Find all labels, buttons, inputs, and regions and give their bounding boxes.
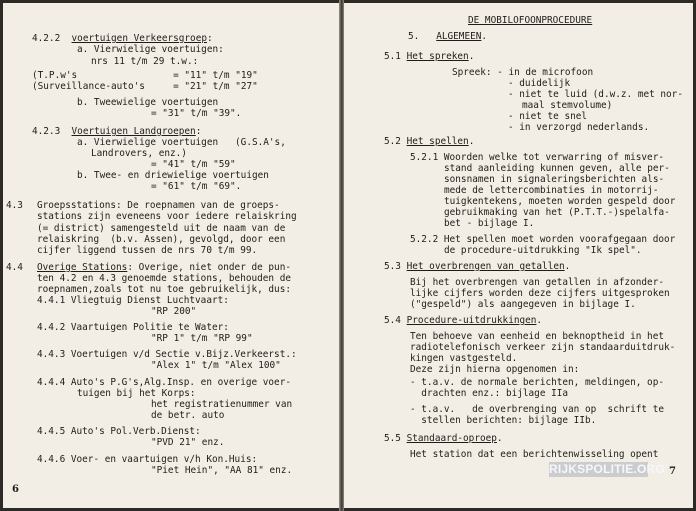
text-line: sonsnamen in signaleringsberichten als- — [444, 174, 665, 185]
text-line: maal stemvolume) — [522, 100, 613, 111]
text-line: tuigkentekens, moeten worden gespeld door — [444, 196, 676, 207]
page-number-right: 7 — [669, 466, 676, 477]
left-page — [3, 3, 339, 508]
text-line: = "41" t/m "59" — [151, 159, 236, 170]
text-line: 4.4.4 Auto's P.G's,Alg.Insp. en overige voer- — [37, 377, 291, 388]
section-4-4-number: 4.4 — [6, 262, 23, 273]
text-line: stand aanleiding kunnen geven, alle per- — [444, 163, 670, 174]
page-heading: DE MOBILOFOONPROCEDURE — [468, 15, 593, 26]
text-line: het registratienummer van — [151, 399, 293, 410]
text-line: "RP 1" t/m "RP 99" — [151, 333, 253, 344]
text-line: Bij het overbrengen van getallen in afzonder- — [410, 277, 664, 288]
text-line: de procedure-uitdrukking "Ik spel". — [444, 245, 642, 256]
text-line: 5.2.1 Woorden welke tot verwarring of misver- — [410, 152, 664, 163]
text-line: tuigen bij het Korps: — [77, 388, 196, 399]
text-line: Landrovers, enz.) — [91, 148, 187, 159]
text-line: (T.P.w's = "11" t/m "19" — [32, 70, 258, 81]
text-line: nrs 11 t/m 29 t.w.: — [91, 56, 199, 67]
text-line: - niet te snel — [508, 111, 588, 122]
section-5-2-heading: 5.2 Het spellen. — [384, 136, 475, 147]
text-line: (= district) samengesteld uit de naam van de — [37, 223, 286, 234]
text-line: = "31" t/m "39". — [151, 108, 242, 119]
text-line: ("gespeld") als aangegeven in bijlage I. — [410, 299, 636, 310]
text-line: de betr. auto — [151, 410, 225, 421]
text-line: Spreek: - in de microfoon — [452, 67, 594, 78]
text-line: a. Vierwielige voertuigen (G.S.A's, — [77, 137, 286, 148]
text-line: gebruikmaking van het (P.T.T.-)spelalfa- — [444, 207, 670, 218]
section-4-2-3-heading: 4.2.3 Voertuigen Landgroepen: — [32, 126, 202, 137]
list-item: drachten enz.: bijlage IIa — [410, 388, 569, 399]
text-line: b. Twee- en driewielige voertuigen — [77, 170, 269, 181]
text-line: 4.4.6 Voer- en vaartuigen v/h Kon.Huis: — [37, 454, 258, 465]
section-4-2-2-heading: 4.2.2 voertuigen Verkeersgroep: — [32, 33, 213, 44]
text-line: Het station dat een berichtenwisseling opent — [410, 449, 659, 460]
text-line: bet - bijlage I. — [444, 218, 535, 229]
text-line: ten 4.2 en 4.3 genoemde stations, behouden de — [37, 273, 291, 284]
text-line: - niet te luid (d.w.z. met nor- — [508, 89, 683, 100]
watermark-logo: RIJKSPOLITIE.ORG — [549, 462, 665, 476]
section-5-3-heading: 5.3 Het overbrengen van getallen. — [384, 261, 571, 272]
text-line: 4.4.1 Vliegtuig Dienst Luchtvaart: — [37, 295, 229, 306]
text-line: "Piet Hein", "AA 81" enz. — [151, 465, 293, 476]
page-number-left: 6 — [12, 484, 19, 495]
text-line: - duidelijk — [508, 78, 571, 89]
text-line: 4.4.3 Voertuigen v/d Sectie v.Bijz.Verkeerst.: — [37, 349, 297, 360]
text-line: - in verzorgd nederlands. — [508, 122, 650, 133]
list-item: - t.a.v. de overbrenging van op schrift te — [410, 404, 664, 415]
text-line: roepnamen,zoals tot nu toe gebruikelijk, dus: — [37, 284, 291, 295]
right-page — [344, 3, 693, 508]
text-line: "PVD 21" enz. — [151, 437, 225, 448]
section-4-4-line-1: Overige Stations: Overige, niet onder de pun- — [37, 262, 291, 273]
text-line: relaiskring (b.v. Assen), gevolgd, door een — [37, 234, 286, 245]
text-line: 4.4.2 Vaartuigen Politie te Water: — [37, 322, 229, 333]
text-line: 5.2.2 Het spellen moet worden voorafgegaan door — [410, 234, 676, 245]
text-line: lijke cijfers worden deze cijfers uitgesproken — [410, 288, 670, 299]
list-item: stellen berichten: bijlage IIb. — [410, 415, 597, 426]
text-line: Groepsstations: De roepnamen van de groeps- — [37, 200, 280, 211]
section-5-4-heading: 5.4 Procedure-uitdrukkingen. — [384, 315, 543, 326]
text-line: Ten behoeve van eenheid en beknoptheid in het — [410, 331, 664, 342]
text-line: mede de lettercombinaties in motorrij- — [444, 185, 659, 196]
text-line: = "61" t/m "69". — [151, 181, 242, 192]
section-5-heading: 5. ALGEMEEN. — [408, 31, 488, 42]
section-5-5-heading: 5.5 Standaard-oproep. — [384, 433, 503, 444]
text-line: a. Vierwielige voertuigen: — [77, 44, 224, 55]
text-line: "RP 200" — [151, 306, 197, 317]
text-line: cijfer liggend tussen de nrs 70 t/m 99. — [37, 245, 258, 256]
text-line: 4.4.5 Auto's Pol.Verb.Dienst: — [37, 426, 201, 437]
text-line: (Surveillance-auto's = "21" t/m "27" — [32, 81, 258, 92]
text-line: b. Tweewielige voertuigen — [77, 97, 219, 108]
section-4-3-number: 4.3 — [6, 200, 23, 211]
section-5-1-heading: 5.1 Het spreken. — [384, 51, 475, 62]
text-line: radiotelefonisch verkeer zijn standaarduitdruk- — [410, 342, 676, 353]
text-line: kingen vastgesteld. — [410, 353, 518, 364]
list-item: - t.a.v. de normale berichten, meldingen, op- — [410, 377, 664, 388]
text-line: Deze zijn hierna opgenomen in: — [410, 364, 580, 375]
text-line: stations zijn eveneens voor iedere relaiskring — [37, 211, 297, 222]
text-line: "Alex 1" t/m "Alex 100" — [151, 360, 281, 371]
